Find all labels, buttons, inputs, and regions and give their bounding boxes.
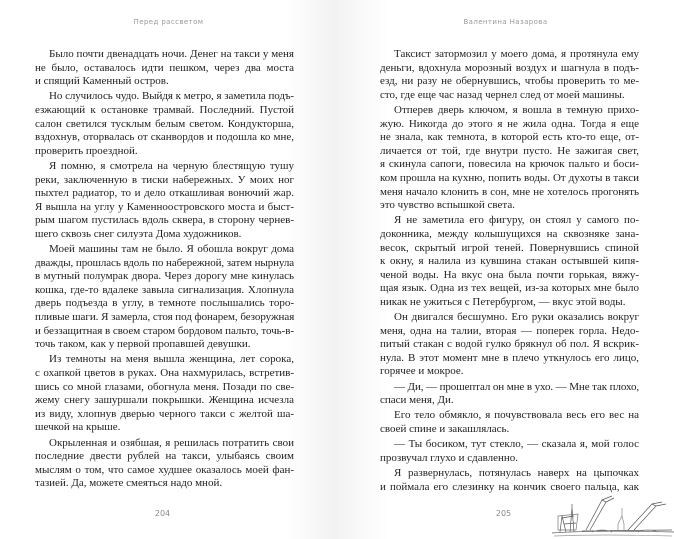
- text-line: жему снегу зашуршали покрышки. Женщина исчезла: [35, 394, 294, 407]
- text-line: я скинула сапоги, повесила на крючок пальто и боси-: [380, 158, 639, 171]
- text-line: — Ты босиком, тут стекло, — сказала я, мой голос: [394, 438, 639, 451]
- paragraph: [35, 160, 294, 242]
- text-line: ком прошла на кухню, попить воды. От духоты в такси: [380, 171, 639, 184]
- text-line: с охапкой цветов в руках. Она нахмурилась, встретив-: [35, 367, 294, 380]
- text-line: меня, одна на талии, вторая — поперек горла. Недо-: [380, 324, 639, 337]
- text-line: не было, оставалось идти пешком, через два моста: [35, 61, 294, 74]
- text-line: прозвучал глухо и сдавленно.: [380, 451, 519, 464]
- text-line: дверь подъезда в углу, в темноте послышались торо-: [35, 297, 294, 310]
- text-line: жую. Никогда до этого я не жила одна. Тогда я еще: [380, 117, 639, 130]
- paragraph: [380, 214, 639, 309]
- text-line: Отперев дверь ключом, я вошла в темную прихо-: [394, 103, 639, 116]
- right-page: [337, 0, 674, 539]
- text-line: Было почти двенадцать ночи. Денег на такси у меня: [49, 48, 294, 60]
- text-line: своей спине и закашлялась.: [380, 423, 510, 435]
- text-line: вздохнув, оторвалась от сканвордов и подошла ко мне,: [35, 131, 294, 144]
- paragraph: [380, 438, 639, 465]
- text-line: езжающий к остановке трамвай. Последний. Пустой: [35, 103, 294, 116]
- page-number: 204: [154, 509, 171, 518]
- text-line: никак не ужиться с Петербургом, — вкус этой воды.: [380, 295, 626, 308]
- text-line: пыхтел радиатор, то и дело откашливая вонючий жар.: [35, 187, 294, 200]
- text-line: точь таком, как у первой пропавшей девушки.: [35, 338, 251, 351]
- paragraph: [380, 48, 639, 102]
- text-line: — Ди, — прошептал он мне в ухо. — Мне так плохо,: [394, 380, 639, 393]
- text-line: меня начало клонить в сон, мне не хотелось прогонять: [380, 185, 639, 198]
- text-line: ченой воды. На вкус она была почти горькая, вяжу-: [380, 268, 639, 281]
- text-line: Из темноты на меня вышла женщина, лет сорока,: [49, 353, 294, 366]
- text-line: и спящий Каменный остров.: [35, 75, 169, 88]
- text-line: Я вышла на углу у Каменноостровского моста и быст-: [35, 200, 294, 213]
- text-line: личается от той, где внутри пусто. Не зажигая свет,: [380, 144, 639, 157]
- text-line: Окрыленная и озябшая, я решилась потратить свои: [49, 436, 294, 449]
- paragraph: [380, 409, 639, 436]
- text-line: рым шагом пустилась вдоль сквера, в сторону чернев-: [35, 214, 294, 227]
- text-line: Моей машины там не было. Я обошла вокруг дома: [49, 243, 294, 256]
- page-number: 205: [495, 509, 512, 518]
- text-line: проверить проездной.: [35, 144, 138, 157]
- text-line: Я развернулась, потянулась наверх на цыпочках: [394, 466, 639, 479]
- paragraph: [35, 437, 294, 491]
- text-line: щая язык. Одна из тех вещей, из-за которых мне было: [380, 282, 639, 295]
- paragraph: [35, 90, 294, 158]
- text-line: Он двигался бесшумно. Его руки оказались вокруг: [394, 311, 639, 324]
- text-line: весок, скрытый игрой теней. Повернувшись спиной: [380, 241, 639, 254]
- paragraph: [380, 311, 639, 379]
- text-line: реки, заключенную в тиски набережных. У моих ног: [35, 173, 294, 186]
- text-line: пливые шаги. Я замерла, стоя под фонарем, безоружная: [35, 311, 295, 324]
- text-line: дважды, прошлась вдоль по набережной, затем нырнула: [35, 256, 294, 269]
- paragraph: [380, 104, 639, 213]
- text-line: и беззащитная в своем старом бордовом пальто, точь-в-: [35, 324, 294, 337]
- text-line: Я помню, я смотрела на черную блестящую тушу: [49, 159, 294, 172]
- text-line: из виду, хлопнув дверью черного такси с желтой ша-: [35, 407, 294, 420]
- text-line: тазией. Да, можете смеяться надо мной.: [35, 477, 223, 490]
- text-line: это чувство вспышкой света.: [380, 199, 516, 212]
- text-line: кошка, где-то вдалеке завыла сигнализация. Хлопнула: [35, 283, 294, 296]
- text-line: к окну, я налила из кувшина стакан остывшей кипя-: [380, 255, 639, 268]
- body-text: [380, 48, 639, 496]
- text-line: питый стакан с водой гулко брякнул об пол. Я вскрик-: [380, 338, 639, 351]
- text-line: шего сквозь снег силуэта Дома художников.: [35, 227, 242, 240]
- text-line: Но случилось чудо. Выйдя к метро, я заметила подъ-: [49, 90, 294, 103]
- text-line: Я не заметила его фигуру, он стоял у самого по-: [394, 214, 639, 227]
- text-line: горячее и мокрое.: [380, 365, 464, 378]
- text-line: последние двести рублей на такси, улыбаясь своим: [35, 450, 294, 463]
- text-line: не знала, как темнота, в которой есть кто-то еще, от-: [380, 131, 639, 144]
- text-line: Таксист затормозил у моего дома, я протянула ему: [394, 48, 639, 60]
- text-line: езд, ни разу не обернувшись, чтобы проверить то ме-: [380, 75, 639, 88]
- running-head: Перед рассветом: [133, 18, 204, 26]
- text-line: салон светился тусклым белым светом. Кондукторша,: [35, 117, 294, 130]
- text-line: спаси меня, Ди.: [380, 394, 454, 407]
- body-text: [35, 48, 294, 493]
- text-line: и поймала его слезинку на кончик своего пальца, как: [380, 480, 639, 493]
- text-line: Его тело обмякло, я почувствовала весь его вес на: [394, 409, 639, 422]
- text-line: шечкой на крыше.: [35, 421, 121, 434]
- text-line: в мутный полумрак двора. Через дорогу мне кинулась: [35, 270, 294, 283]
- paragraph: [380, 467, 639, 494]
- text-line: мыслям о том, что самое худшее оказалось моей фан-: [35, 463, 294, 476]
- text-line: доконника, между колышущихся на сквозняке зана-: [380, 227, 639, 240]
- text-line: нула. В этот момент мне в плечо уткнулось его лицо,: [380, 351, 639, 364]
- text-line: деньги, вдохнула морозный воздух и шагнула в подъ-: [380, 61, 639, 74]
- text-line: шись со мной глазами, обогнула меня. Позади по све-: [35, 380, 294, 393]
- text-line: сто, где еще час назад чернел след от моей машины.: [380, 88, 625, 101]
- paragraph: [380, 381, 639, 408]
- paragraph: [35, 48, 294, 89]
- running-head: Валентина Назарова: [463, 18, 548, 26]
- paragraph: [35, 243, 294, 352]
- paragraph: [35, 353, 294, 435]
